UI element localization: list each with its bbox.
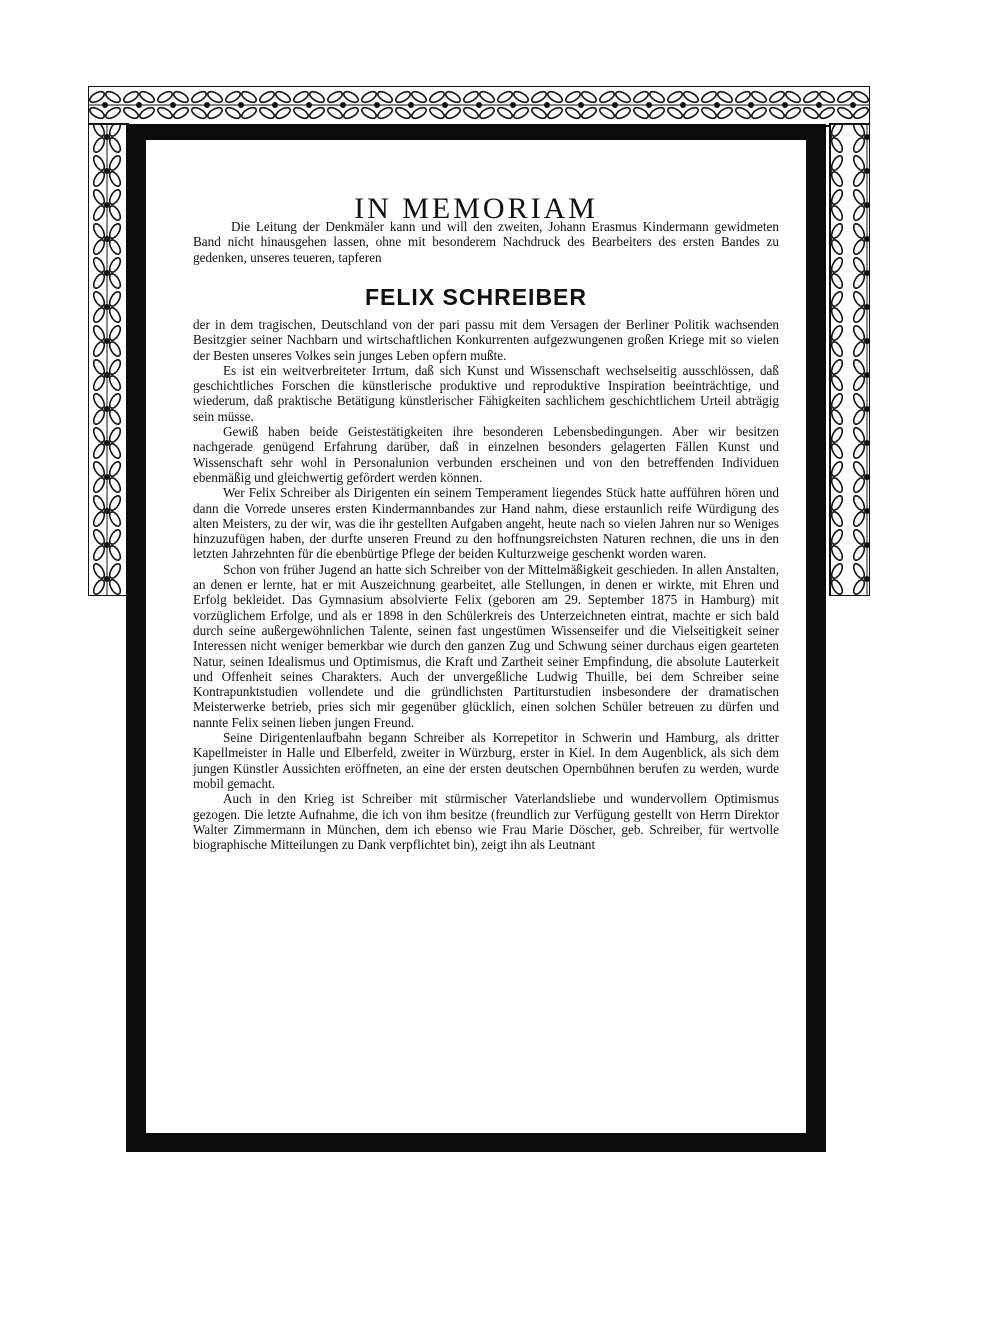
paragraph: Wer Felix Schreiber als Dirigenten ein seinem Temperament liegendes Stück hatte aufführen hören und dann die Vorrede unseres ersten Kindermannbandes zur Hand nahm, diese erstaunlich reife Würdigung des alten Meisters, zu der wir, was die ihr gestellten Aufgaben angeht, heute nach so vielen Jahren nur so Weniges hinzuzufügen haben, der durfte unseren Freund zu den hoffnungsreichsten Naturen rechnen, die uns in den letzten Jahrzehnten für die ebenbürtige Pflege der beiden Kulturzweige geschenkt worden waren. xyxy=(193,485,779,562)
paragraph: Gewiß haben beide Geistestätigkeiten ihre besonderen Lebensbedingungen. Aber wir besitzen nachgerade genügend Erfahrung darüber, daß in einzelnen besonders gelagerten Fällen Kunst und Wissenschaft sehr wohl in Personalunion verbunden erscheinen und von den betreffenden Individuen ebenmäßig und gleichwertig gefördert werden können. xyxy=(193,424,779,485)
paragraph: Auch in den Krieg ist Schreiber mit stürmischer Vaterlandsliebe und wundervollem Optimismus gezogen. Die letzte Aufnahme, die ich von ihm besitze (freundlich zur Verfügung gestellt von Herrn Direktor Walter Zimmermann in München, dem ich ebenso wie Frau Marie Döscher, geb. Schreiber, für wertvolle biographische Mitteilungen zu Dank verpflichtet bin), zeigt ihn als Leutnant xyxy=(193,791,779,853)
intro-paragraph xyxy=(193,219,779,265)
paragraph: Schon von früher Jugend an hatte sich Schreiber von der Mittelmäßigkeit geschieden. In allen Anstalten, an denen er lernte, hat er mit Auszeichnung gearbeitet, alle Stellungen, in denen er wirkte, mit Ehren und Erfolg bekleidet. Das Gymnasium absolvierte Felix (geboren am 29. September 1875 in Hamburg) mit vorzüglichem Erfolge, und als er 1898 in den Schülerkreis des Unterzeichneten eintrat, machte er sich bald durch seine außergewöhnlichen Talente, seinen fast ungestümen Wissenseifer und die Vielseitigkeit seiner Interessen nicht weniger bemerkbar wie durch den ganzen Zug und Schwung seiner durchaus eigen gearteten Natur, seinen Idealismus und Optimismus, die Kraft und Zartheit seiner Empfindung, die absolute Lauterkeit und Offenheit seines Charakters. Auch der unvergeßliche Ludwig Thuille, bei dem Schreiber seine Kontrapunktstudien vollendete und die gründlichsten Partiturstudien insbesondere der dramatischen Meisterwerke betrieb, pries sich mir gegenüber glücklich, einen solchen Schüler betreuen zu dürfen und nannte Felix seinen lieben jungen Freund. xyxy=(193,561,779,730)
paragraph: Es ist ein weitverbreiteter Irrtum, daß sich Kunst und Wissenschaft wechselseitig ausschlössen, daß geschichtliches Forschen die künstlerische produktive und reproduktive Inspiration beeinträchtige, und wiederum, daß praktische Betätigung künstlerischer Fähigkeiten sachlichem geschichtlichem Urteil abträgig sein müsse. xyxy=(193,362,779,424)
memorial-text xyxy=(193,317,779,852)
page-title: IN MEMORIAM xyxy=(354,192,598,226)
paragraph: der in dem tragischen, Deutschland von der pari passu mit dem Versagen der Berliner Politik wachsenden Besitzgier seiner Nachbarn und wirtschaftlichen Konkurrenten aufgezwungenen großen Kriege mit so vielen der Besten unseres Volkes sein junges Leben opfern mußte. xyxy=(193,317,779,363)
intro-text: Die Leitung der Denkmäler kann und will den zweiten, Johann Erasmus Kindermann gewidmeten Band nicht hinausgehen lassen, ohne mit besonderem Nachdruck des Bearbeiters des ersten Bandes zu gedenken, unseres teueren, tapferen xyxy=(193,219,779,265)
paragraph: Seine Dirigentenlaufbahn begann Schreiber als Korrepetitor in Schwerin und Hamburg, als dritter Kapellmeister in Halle und Elberfeld, zweiter in Würzburg, erster in Kiel. In dem Augenblick, als sich dem jungen Künstler Aussichten eröffneten, an eine der ersten deutschen Opernbühnen berufen zu werden, wurde mobil gemacht. xyxy=(193,730,779,791)
honoree-name: FELIX SCHREIBER xyxy=(364,284,588,310)
